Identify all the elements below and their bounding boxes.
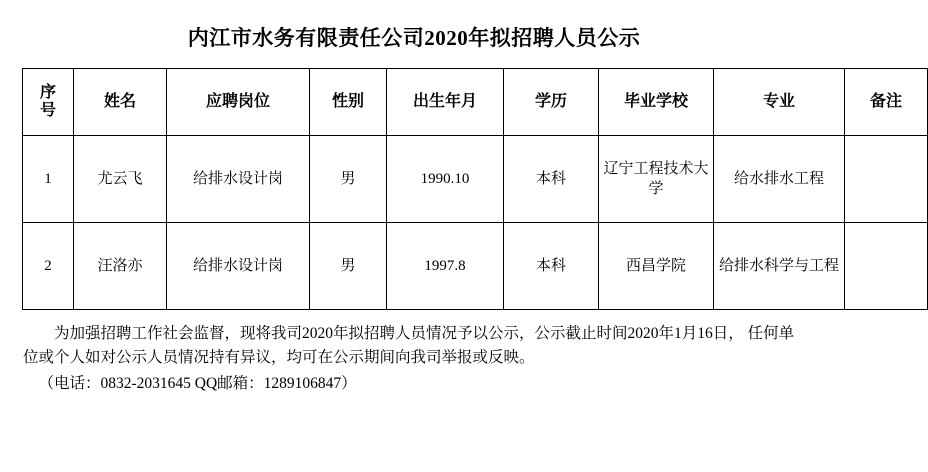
cell-name: 汪洛亦 (74, 223, 167, 310)
cell-school: 西昌学院 (599, 223, 714, 310)
cell-name: 尤云飞 (74, 136, 167, 223)
cell-index: 2 (23, 223, 74, 310)
cell-major: 给水排水工程 (714, 136, 845, 223)
cell-remark (845, 223, 928, 310)
column-header-birth: 出生年月 (387, 69, 504, 136)
notice-contact: （电话：0832-2031645 QQ邮箱：1289106847） (38, 375, 357, 393)
column-header-position: 应聘岗位 (167, 69, 310, 136)
table-header (23, 69, 928, 136)
cell-remark (845, 136, 928, 223)
table-row (23, 223, 928, 310)
cell-education: 本科 (504, 136, 599, 223)
table-body (23, 136, 928, 310)
cell-education: 本科 (504, 223, 599, 310)
column-header-name: 姓名 (74, 69, 167, 136)
cell-index: 1 (23, 136, 74, 223)
page-title: 内江市水务有限责任公司2020年拟招聘人员公示 (187, 26, 641, 50)
cell-school: 辽宁工程技术大学 (599, 136, 714, 223)
table-header-row (23, 69, 928, 136)
column-header-index-line1: 序 (39, 84, 56, 102)
notice-paragraph: 为加强招聘工作社会监督，现将我司2020年拟招聘人员情况予以公示，公示截止时间2020年1月16日， 任何单位或个人如对公示人员情况持有异议，均可在公示期间向我司举报或反映。 (23, 325, 795, 367)
column-header-index-line2: 号 (39, 102, 56, 119)
column-header-index (23, 69, 74, 136)
cell-birth: 1990.10 (387, 136, 504, 223)
cell-position: 给排水设计岗 (167, 136, 310, 223)
column-header-gender: 性别 (310, 69, 387, 136)
column-header-remark: 备注 (845, 69, 928, 136)
cell-gender: 男 (310, 223, 387, 310)
applicants-table (22, 68, 928, 310)
cell-birth: 1997.8 (387, 223, 504, 310)
table-row (23, 136, 928, 223)
column-header-school: 毕业学校 (599, 69, 714, 136)
cell-major: 给排水科学与工程 (714, 223, 845, 310)
column-header-major: 专业 (714, 69, 845, 136)
cell-position: 给排水设计岗 (167, 223, 310, 310)
cell-gender: 男 (310, 136, 387, 223)
column-header-education: 学历 (504, 69, 599, 136)
notice-block (23, 310, 805, 396)
